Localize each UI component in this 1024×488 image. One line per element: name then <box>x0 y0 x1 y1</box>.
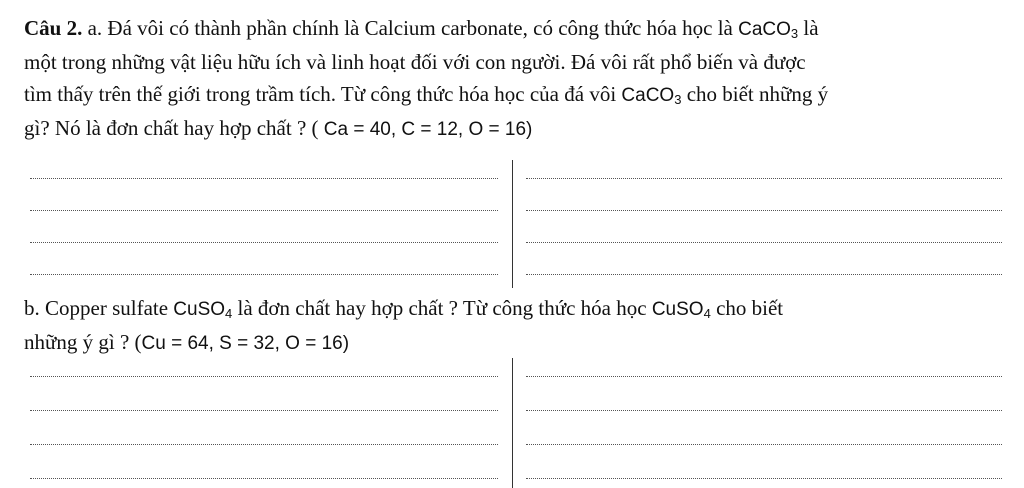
answer-line[interactable] <box>30 274 1004 276</box>
atomic-masses-a: Ca = 40, C = 12, O = 16) <box>323 119 533 140</box>
part-b-line-1: b. Copper sulfate CuSO$_4$ là đơn chất hay hợp chất ? Từ công thức hóa học CuSO$_4$ cho biết <box>24 296 784 321</box>
question-label: Câu 2. <box>24 16 83 40</box>
answer-line[interactable] <box>30 444 1004 446</box>
answer-line[interactable] <box>30 210 1004 212</box>
answer-line[interactable] <box>30 410 1004 412</box>
formula-cuso4: CuSO$_4$ <box>651 299 711 321</box>
answer-line[interactable] <box>30 478 1004 480</box>
atomic-masses-b: Cu = 64, S = 32, O = 16) <box>141 333 350 354</box>
part-a-line-1: Câu 2. a. Đá vôi có thành phần chính là Calcium carbonate, có công thức hóa học là CaCO$_3$ là <box>24 16 819 41</box>
column-divider <box>512 160 513 288</box>
part-a-line-2: một trong những vật liệu hữu ích và linh hoạt đối với con người. Đá vôi rất phổ biến và được <box>24 50 806 74</box>
question-part-a <box>24 12 1014 146</box>
answer-line[interactable] <box>30 376 1004 378</box>
formula-caco3: CaCO$_3$ <box>738 19 799 41</box>
part-a-line-3: tìm thấy trên thế giới trong trầm tích. Từ công thức hóa học của đá vôi CaCO$_3$ cho biết những ý <box>24 82 829 107</box>
part-b-line-2: những ý gì ? (Cu = 64, S = 32, O = 16) <box>24 330 350 354</box>
answer-line[interactable] <box>30 242 1004 244</box>
answer-line[interactable] <box>30 178 1004 180</box>
formula-caco3: CaCO$_3$ <box>621 85 682 107</box>
part-a-line-4: gì? Nó là đơn chất hay hợp chất ? ( Ca = 40, C = 12, O = 16) <box>24 116 533 140</box>
column-divider <box>512 358 513 488</box>
formula-cuso4: CuSO$_4$ <box>173 299 233 321</box>
question-part-b <box>24 292 1014 360</box>
